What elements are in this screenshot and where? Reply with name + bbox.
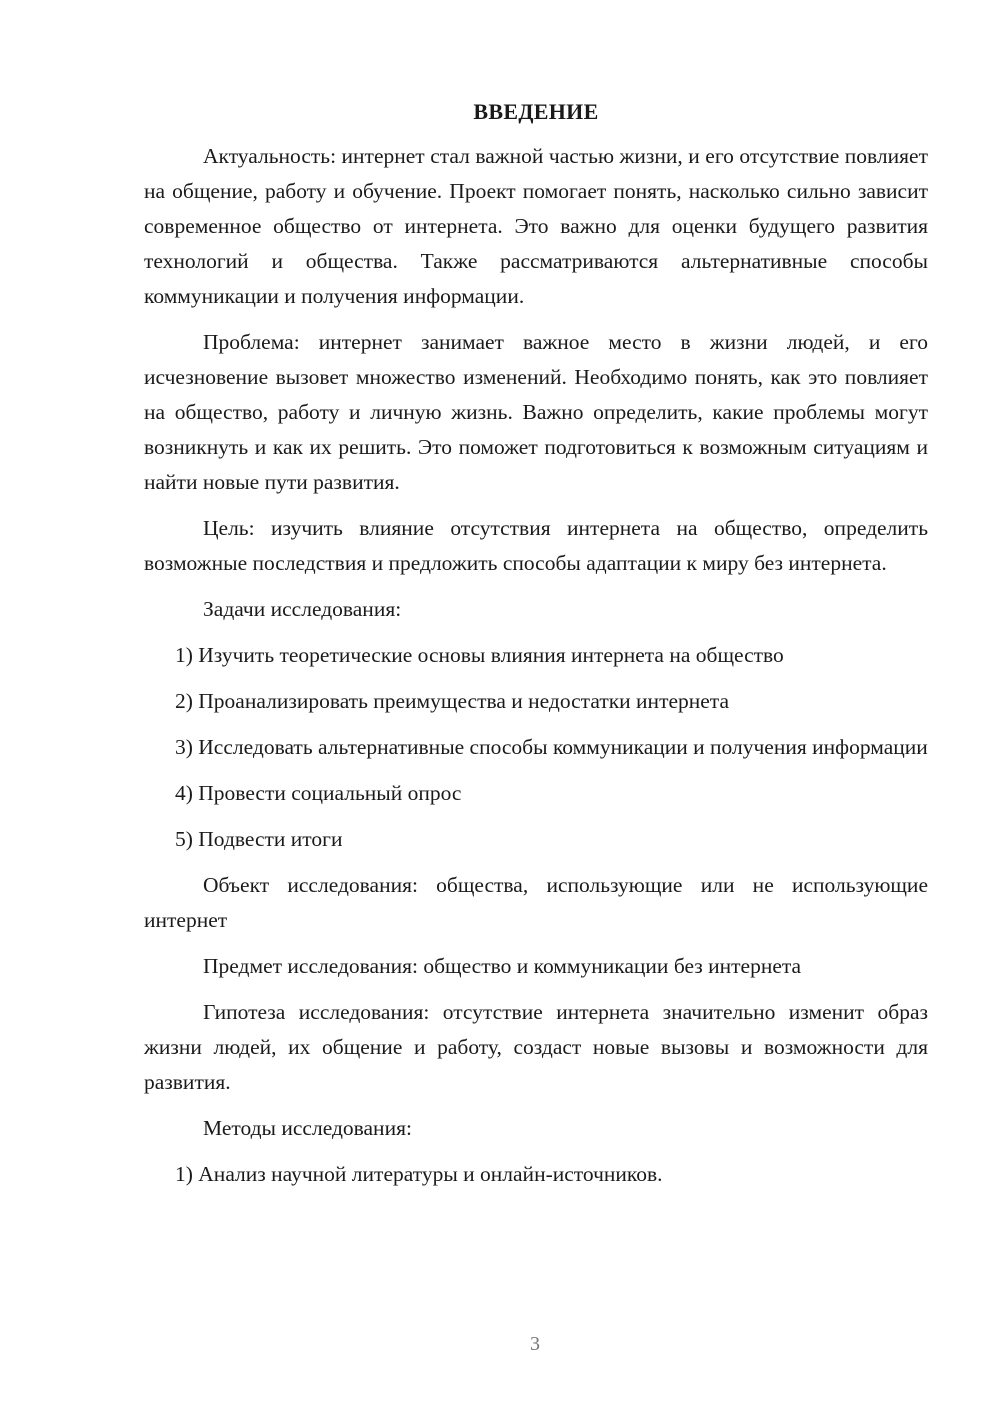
list-item: 4) Провести социальный опрос xyxy=(175,781,462,805)
page-content xyxy=(144,94,928,1203)
tasks-list xyxy=(144,638,928,857)
page-number: 3 xyxy=(530,1333,540,1355)
methods-list xyxy=(144,1157,928,1192)
list-item: 3) Исследовать альтернативные способы коммуникации и получения информации xyxy=(175,735,928,759)
object-paragraph: Объект исследования: общества, использующие или не использующие интернет xyxy=(144,873,928,932)
relevance-paragraph: Актуальность: интернет стал важной частью жизни, и его отсутствие повлияет на общение, работу и обучение. Проект помогает понять, насколько сильно зависит современное общество от интернета. Это важно для оценки будущего развития технологий и общества. Также рассматриваются альтернативные способы коммуникации и получения информации. xyxy=(144,144,928,308)
list-item: 1) Изучить теоретические основы влияния интернета на общество xyxy=(175,643,784,667)
page-title: ВВЕДЕНИЕ xyxy=(473,99,599,124)
tasks-heading: Задачи исследования: xyxy=(203,597,402,621)
list-item: 5) Подвести итоги xyxy=(175,827,343,851)
list-item: 2) Проанализировать преимущества и недостатки интернета xyxy=(175,689,730,713)
goal-paragraph: Цель: изучить влияние отсутствия интернета на общество, определить возможные последствия и предложить способы адаптации к миру без интернета. xyxy=(144,516,928,575)
list-item: 1) Анализ научной литературы и онлайн-источников. xyxy=(175,1162,663,1186)
subject-paragraph: Предмет исследования: общество и коммуникации без интернета xyxy=(203,954,802,978)
problem-paragraph: Проблема: интернет занимает важное место в жизни людей, и его исчезновение вызовет множество изменений. Необходимо понять, как это повлияет на общество, работу и личную жизнь. Важно определить, какие проблемы могут возникнуть и как их решить. Это поможет подготовиться к возможным ситуациям и найти новые пути развития. xyxy=(144,330,928,494)
hypothesis-paragraph: Гипотеза исследования: отсутствие интернета значительно изменит образ жизни людей, их общение и работу, создаст новые вызовы и возможности для развития. xyxy=(144,1000,928,1094)
methods-heading: Методы исследования: xyxy=(203,1116,412,1140)
